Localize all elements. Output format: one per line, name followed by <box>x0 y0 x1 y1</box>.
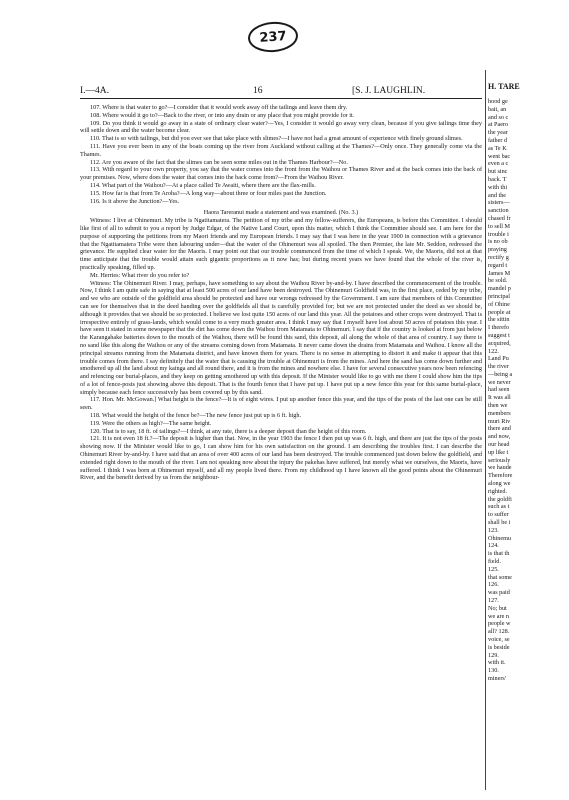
adjacent-page-line: is that th <box>488 550 510 558</box>
adjacent-page-line: 130. <box>488 667 499 675</box>
witness-heading: Haora Tareranui made a statement and was examined. (No. 3.) <box>203 209 359 217</box>
adjacent-page-line: praying <box>488 246 507 254</box>
adjacent-page-line: up like t <box>488 448 509 456</box>
adjacent-page-line: It was all <box>488 394 511 402</box>
adjacent-page-line: and the <box>488 191 507 199</box>
paragraph: 118. What would the height of the fence be?—The new fence just put up is 6 ft. high. <box>90 412 302 420</box>
adjacent-page-line: the sittin <box>488 316 510 324</box>
paragraph: 121. It is not even 18 ft.?—The deposit is higher than that. Now, in the year 1903 the fence I then put up was 6 ft. high, and there are just the tips of the posts showing now. If the Minister would like to go, I can show him for his own satisfaction on the ground. I am describing the troubles first. I can describe the Ohinemuri River by-and-by. I have said that an area of over 400 acres of our land has been destroyed. The trouble commenced just down below the goldfield, and extended right down to the mouth of the river. I am not speaking now about the injury the pakehas have suffered, but merely what we ourselves, the Maoris, have suffered. I think I was born at Ohinemuri myself, and all my people lived there. From my childhood up I have known all the good points about the Ohinemuri River, and the benefit derived by us from the neighbour- <box>80 435 482 482</box>
paragraph: 116. Is it above the Junction?—Yes. <box>90 197 180 205</box>
adjacent-page-line: the year <box>488 129 508 137</box>
header-reference: I.—4A. <box>80 86 110 96</box>
adjacent-page-line: 126. <box>488 581 499 589</box>
adjacent-page-line: back. T <box>488 175 507 183</box>
adjacent-page-line: with it. <box>488 659 506 667</box>
page-gutter <box>485 70 486 790</box>
adjacent-page-line: with thi <box>488 183 508 191</box>
adjacent-page-line: was paid <box>488 589 510 597</box>
adjacent-page-line: principal <box>488 292 510 300</box>
adjacent-page-line: father d <box>488 136 508 144</box>
adjacent-page-line: regard t <box>488 261 508 269</box>
header-page-number: 16 <box>253 86 263 96</box>
adjacent-page-line: Land Pu <box>488 355 509 363</box>
adjacent-page-line: the goldfi <box>488 495 512 503</box>
adjacent-page-line: 125. <box>488 565 499 573</box>
adjacent-page-line: to suffer <box>488 511 509 519</box>
adjacent-page-line: all? 128. <box>488 628 510 636</box>
adjacent-page-line: muri Riv <box>488 417 511 425</box>
paragraph: 115. How far is that from Te Aroha?—A long way—about three or four miles past the Junction. <box>90 189 327 197</box>
adjacent-page-line: we haude <box>488 464 512 472</box>
adjacent-page-line: is beside <box>488 643 510 651</box>
adjacent-page-line: we never <box>488 378 511 386</box>
adjacent-page-line: and now, <box>488 433 511 441</box>
adjacent-page-line: seriously <box>488 456 511 464</box>
page-number-stamp: 237 <box>247 20 299 53</box>
adjacent-page-line: then we <box>488 402 508 410</box>
adjacent-page-line: No; but <box>488 604 507 612</box>
document-body <box>80 104 482 482</box>
adjacent-page-line: to sell M <box>488 222 511 230</box>
adjacent-page-line: mandel p <box>488 285 511 293</box>
adjacent-page-line: such as t <box>488 503 510 511</box>
adjacent-page-line: Therefore <box>488 472 513 480</box>
header-witness: [S. J. LAUGHLIN. <box>352 86 426 96</box>
adjacent-page-line: that some <box>488 573 512 581</box>
adjacent-page-line: 123. <box>488 526 499 534</box>
adjacent-page-line: as Te K <box>488 144 507 152</box>
adjacent-page-line: is no ob <box>488 238 508 246</box>
adjacent-page-line: bait, an <box>488 105 507 113</box>
adjacent-page-line: of Ohine <box>488 300 510 308</box>
adjacent-page-line: trouble i <box>488 230 509 238</box>
adjacent-page-line: sanction <box>488 207 509 215</box>
adjacent-page-line: had seen <box>488 386 510 394</box>
adjacent-page-line: voice, se <box>488 635 510 643</box>
paragraph: 111. Have you ever been in any of the boats coming up the river from Auckland without calling at the Thames?—Only once. They generally come via the Thames. <box>80 142 482 158</box>
paragraph: 109. Do you think it would go away in a state of ordinary clear water?—Yes, I consider it would go away very clean, because if you give tailings time they will settle down and the water become clear. <box>80 119 482 135</box>
adjacent-page-line: —being a <box>488 370 513 378</box>
adjacent-page-line: chased fr <box>488 214 511 222</box>
paragraph: Mr. Herries: What river do you refer to? <box>90 271 190 279</box>
adjacent-page-line: we are n <box>488 612 509 620</box>
paragraph: 107. Where is that water to go?—I consider that it would work away off the tailings and leave them dry. <box>90 104 348 111</box>
paragraph: 117. Hon. Mr. McGowan.] What height is the fence?—It is of eight wires. I put up another fence this year, and the tips of the posts of the last one can be still seen. <box>80 396 482 412</box>
adjacent-page-line: even a c <box>488 160 509 168</box>
adjacent-page-line: field. <box>488 558 501 566</box>
adjacent-page-line: went bac <box>488 152 511 160</box>
paragraph: 113. With regard to your own property, you say that the water comes into the front from the Waihou or Thames River and at the back comes into the back of your premises. Now, where does the water that comes into the back come from?—From the Waihou River. <box>80 166 482 182</box>
adjacent-page-header: H. TARE <box>488 82 520 91</box>
adjacent-page-line: at Paero <box>488 121 509 129</box>
adjacent-page-line: 122. <box>488 347 499 355</box>
adjacent-page-line: the river <box>488 363 509 371</box>
adjacent-page-line: our head <box>488 441 510 449</box>
adjacent-page-line: there and <box>488 425 511 433</box>
header-rule <box>80 98 482 99</box>
adjacent-page-line: and so c <box>488 113 509 121</box>
adjacent-page-line: righted. <box>488 487 508 495</box>
adjacent-page-line: members <box>488 409 511 417</box>
paragraph: 114. What part of the Waihou?—At a place called Te Awaiti, where there are the flax-mills. <box>90 181 316 189</box>
adjacent-page-line: James M <box>488 269 511 277</box>
adjacent-page-line: be sold. <box>488 277 508 285</box>
paragraph: 110. That is so with tailings, but did you ever see that take place with slimes?—I have not had a great amount of experience with finely ground slimes. <box>90 135 463 143</box>
adjacent-page-line: 127. <box>488 597 499 604</box>
paragraph: Witness: I live at Ohinemuri. My tribe is Ngatitamatera. The petition of my tribe and my fellow-sufferers, the Europeans, is before this Committee. I should like first of all to submit to you a report by Judge Edgar, of the Native Land Court, upon this matter, which I think the Committee should see. I am here for the purpose of supporting the petitions from my Maori friends and my European friends. I may say that I was here in the year 1900 in connection with a grievance that the Ngatitamatera Tribe were then labouring under—that the water of the Ohinemuri was all spoiled. The then Premier, the late Mr. Seddon, redressed the grievance. He supplied clear water for the Maoris. I may point out that our trouble commenced from the time of which I speak. We, the Maoris, did not at that time anticipate that the trouble would attain such gigantic proportions as it now has; but during recent years we have found that the whole of the river is, practically speaking, filled up. <box>80 217 482 271</box>
adjacent-page-line: people w <box>488 620 511 628</box>
adjacent-page-lines <box>488 98 569 683</box>
adjacent-page-column <box>488 82 569 683</box>
paragraph: 108. Where would it go to?—Back to the river, or into any drain or any place that you might provide for it. <box>90 111 355 119</box>
adjacent-page-line: acquired, <box>488 339 511 347</box>
paragraph: 112. Are you aware of the fact that the slimes can be seen some miles out in the Thames Harbour?—No. <box>90 158 348 166</box>
adjacent-page-line: I therefo <box>488 324 510 332</box>
adjacent-page-line: shall be i <box>488 519 511 527</box>
adjacent-page-line: hood ge <box>488 98 508 105</box>
adjacent-page-line: miners' <box>488 674 506 682</box>
adjacent-page-line: but sinc <box>488 168 508 176</box>
adjacent-page-line: people at <box>488 308 511 316</box>
paragraph: 119. Were the others as high?—The same height. <box>90 419 212 427</box>
adjacent-page-line: suggest t <box>488 331 510 339</box>
adjacent-page-line: sisters— <box>488 199 510 207</box>
adjacent-page-line: rectify g <box>488 253 509 261</box>
paragraph: 120. That is to say, 18 ft. of tailings?—I think, at any rate, there is a deeper deposit than the height of this room. <box>90 427 367 435</box>
adjacent-page-line: 124. <box>488 542 499 550</box>
adjacent-page-line: along we <box>488 480 511 488</box>
adjacent-page-line: 129. <box>488 651 499 659</box>
paragraph: Witness: The Ohinemuri River. I may, perhaps, have something to say about the Waihou River by-and-by. I have described the commencement of the trouble. Now, I think I am quite safe in saying that at least 500 acres of our land have been destroyed. The Ohinemuri Goldfield was, in the first place, ceded by my tribe, and we who are outside of the goldfield area should be protected and have our wrongs redressed by the Government. I am sure that members of this Committee can see for themselves that in the deed handing over the goldfields all that is carefully provided for; but we are not protected under the deed as we should be, although it provides that we should be so protected. I believe we lost quite 150 acres of our land this year. All the potatoes and other crops were destroyed. That is irrespective entirely of grass-lands, which would come to a very much greater area. I think I may say that I myself have lost about 50 acres of potatoes this year. I have seen it stated in some newspaper that the dirt has come down the Waihou from Matamata to Ohinemuri. I say that if the country is looked at from just below the Karangahake batteries down to the mouth of the Waihou, there will be found this sand, this deposit, all along the whole of that area of country. I say there is no sand like this along the Waihou or any of the streams coming down from Matamata. It never came down the drains from Matamata and Waihou. I know all the principal streams running from the Matamata district, and have known them for years. There is no sense in attempting to distort it and make it appear that this trouble comes from there. I say definitely that the water that is causing the trouble at Ohinemuri is from the mines. And here the sand has come down further and smothered up all the land about my kainga and all round there, and it is from the mines and nowhere else. I have for several consecutive years now been refencing and refencing our burial-places, and they keep on getting smothered up with this deposit. If the Minister would like to go with me there I could show him the tips of a lot of fence-posts just showing above this deposit. That is the fourth fence that I have put up. I have put up a new fence this year for this same burial-place, simply because each fence successively has been covered up by this sand. <box>80 279 482 396</box>
adjacent-page-line: Ohinemu <box>488 534 512 542</box>
